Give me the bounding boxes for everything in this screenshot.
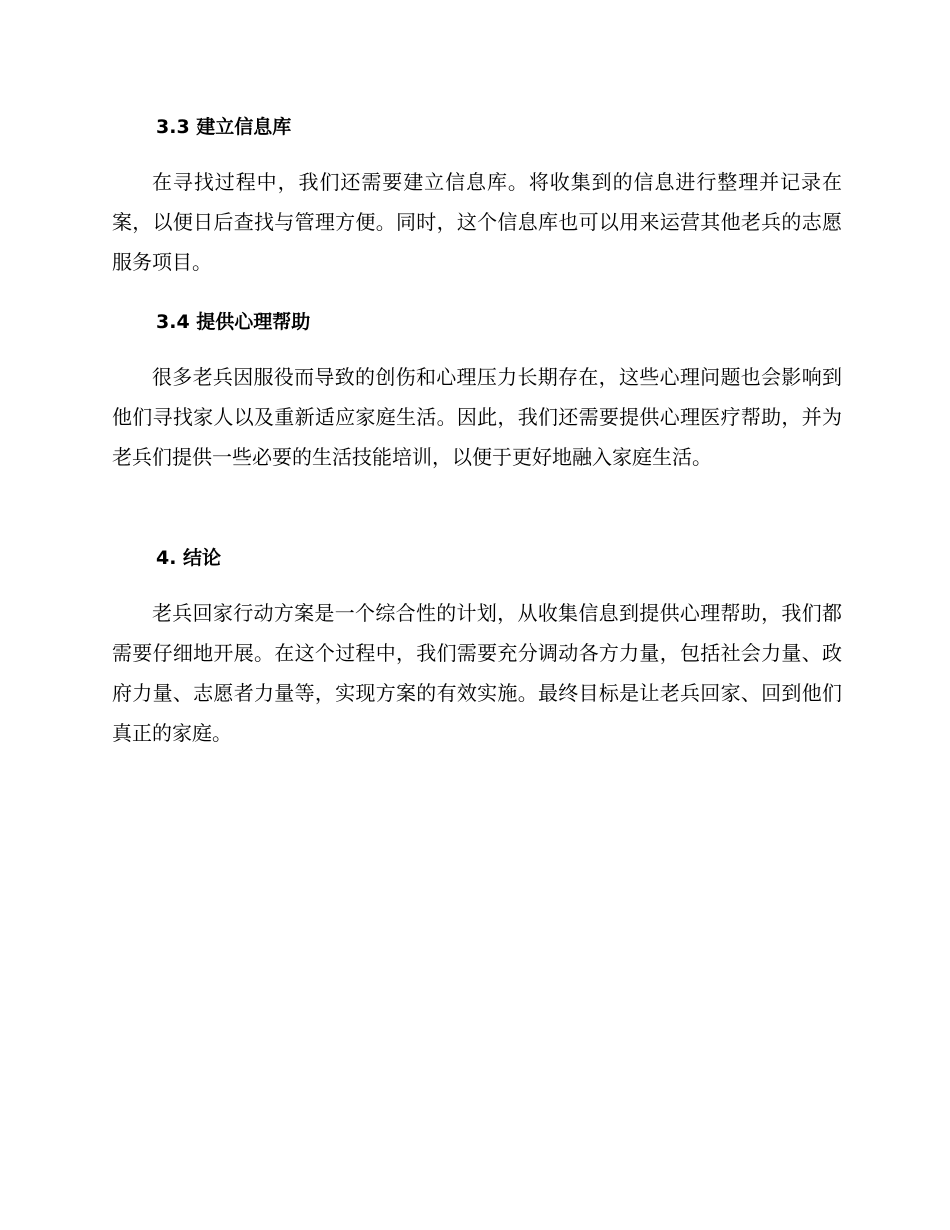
section-body-3-3: 在寻找过程中，我们还需要建立信息库。将收集到的信息进行整理并记录在案，以便日后查找与管理方便。同时，这个信息库也可以用来运营其他老兵的志愿服务项目。 (112, 170, 842, 274)
section-heading-4: 4. 结论 (156, 547, 222, 569)
section-body-3-4: 很多老兵因服役而导致的创伤和心理压力长期存在，这些心理问题也会影响到他们寻找家人以及重新适应家庭生活。因此，我们还需要提供心理医疗帮助，并为老兵们提供一些必要的生活技能培训，以便于更好地融入家庭生活。 (112, 365, 842, 469)
section-body-4: 老兵回家行动方案是一个综合性的计划，从收集信息到提供心理帮助，我们都需要仔细地开展。在这个过程中，我们需要充分调动各方力量，包括社会力量、政府力量、志愿者力量等，实现方案的有效实施。最终目标是让老兵回家、回到他们真正的家庭。 (112, 601, 842, 745)
section-heading-3-3: 3.3 建立信息库 (156, 116, 292, 138)
section-heading-3-4: 3.4 提供心理帮助 (156, 311, 311, 333)
